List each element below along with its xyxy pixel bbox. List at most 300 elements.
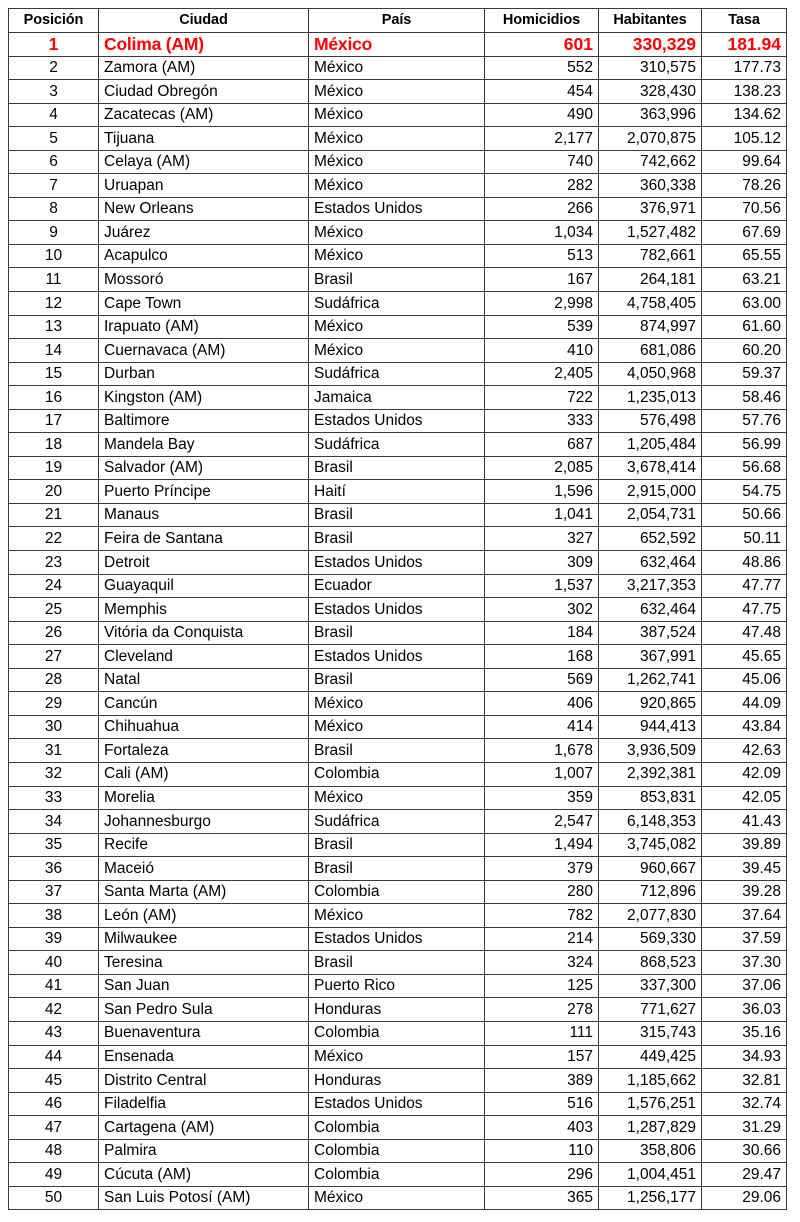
cell-pais: México xyxy=(309,150,485,174)
cell-homicidios: 601 xyxy=(485,33,599,57)
cell-ciudad: Filadelfia xyxy=(99,1092,309,1116)
cell-habitantes: 1,527,482 xyxy=(599,221,702,245)
cell-habitantes: 4,758,405 xyxy=(599,292,702,316)
cell-posicion: 1 xyxy=(9,33,99,57)
cell-habitantes: 2,915,000 xyxy=(599,480,702,504)
cell-homicidios: 324 xyxy=(485,951,599,975)
cell-homicidios: 309 xyxy=(485,551,599,575)
table-row xyxy=(9,480,787,504)
cell-tasa: 39.89 xyxy=(702,833,787,857)
table-row xyxy=(9,668,787,692)
cell-habitantes: 3,936,509 xyxy=(599,739,702,763)
table-row xyxy=(9,409,787,433)
cell-tasa: 105.12 xyxy=(702,127,787,151)
cell-tasa: 48.86 xyxy=(702,551,787,575)
table-row xyxy=(9,927,787,951)
cell-pais: Colombia xyxy=(309,1021,485,1045)
cell-posicion: 29 xyxy=(9,692,99,716)
cell-tasa: 30.66 xyxy=(702,1139,787,1163)
violence-ranking-table xyxy=(8,8,787,1210)
table-row xyxy=(9,315,787,339)
cell-pais: México xyxy=(309,1045,485,1069)
cell-homicidios: 403 xyxy=(485,1116,599,1140)
cell-homicidios: 1,007 xyxy=(485,762,599,786)
table-row xyxy=(9,621,787,645)
cell-tasa: 43.84 xyxy=(702,715,787,739)
cell-homicidios: 2,405 xyxy=(485,362,599,386)
ranking-table-container xyxy=(8,8,786,1210)
cell-pais: México xyxy=(309,1186,485,1210)
cell-ciudad: Ciudad Obregón xyxy=(99,80,309,104)
cell-homicidios: 2,998 xyxy=(485,292,599,316)
cell-pais: México xyxy=(309,786,485,810)
cell-tasa: 63.21 xyxy=(702,268,787,292)
cell-tasa: 32.74 xyxy=(702,1092,787,1116)
cell-habitantes: 4,050,968 xyxy=(599,362,702,386)
cell-posicion: 35 xyxy=(9,833,99,857)
cell-pais: Brasil xyxy=(309,503,485,527)
cell-ciudad: San Luis Potosí (AM) xyxy=(99,1186,309,1210)
table-row xyxy=(9,762,787,786)
cell-pais: Brasil xyxy=(309,456,485,480)
cell-ciudad: Feira de Santana xyxy=(99,527,309,551)
cell-ciudad: Santa Marta (AM) xyxy=(99,880,309,904)
cell-pais: Brasil xyxy=(309,951,485,975)
cell-habitantes: 315,743 xyxy=(599,1021,702,1045)
cell-pais: Brasil xyxy=(309,527,485,551)
cell-homicidios: 1,537 xyxy=(485,574,599,598)
cell-pais: Estados Unidos xyxy=(309,197,485,221)
cell-pais: México xyxy=(309,715,485,739)
cell-pais: México xyxy=(309,80,485,104)
cell-ciudad: Chihuahua xyxy=(99,715,309,739)
cell-ciudad: Fortaleza xyxy=(99,739,309,763)
table-row xyxy=(9,951,787,975)
cell-tasa: 134.62 xyxy=(702,103,787,127)
table-row xyxy=(9,292,787,316)
cell-ciudad: Ensenada xyxy=(99,1045,309,1069)
cell-habitantes: 868,523 xyxy=(599,951,702,975)
table-header-row xyxy=(9,9,787,33)
cell-ciudad: Juárez xyxy=(99,221,309,245)
cell-habitantes: 1,287,829 xyxy=(599,1116,702,1140)
cell-habitantes: 3,745,082 xyxy=(599,833,702,857)
table-row xyxy=(9,339,787,363)
cell-ciudad: Johannesburgo xyxy=(99,810,309,834)
cell-ciudad: Memphis xyxy=(99,598,309,622)
cell-habitantes: 874,997 xyxy=(599,315,702,339)
column-header-ciudad: Ciudad xyxy=(99,9,309,33)
cell-posicion: 14 xyxy=(9,339,99,363)
cell-pais: Colombia xyxy=(309,1116,485,1140)
cell-homicidios: 280 xyxy=(485,880,599,904)
cell-pais: México xyxy=(309,56,485,80)
cell-pais: Colombia xyxy=(309,1163,485,1187)
table-row xyxy=(9,56,787,80)
cell-habitantes: 782,661 xyxy=(599,244,702,268)
cell-posicion: 3 xyxy=(9,80,99,104)
cell-homicidios: 365 xyxy=(485,1186,599,1210)
cell-ciudad: Buenaventura xyxy=(99,1021,309,1045)
cell-ciudad: Distrito Central xyxy=(99,1069,309,1093)
cell-habitantes: 1,576,251 xyxy=(599,1092,702,1116)
cell-homicidios: 333 xyxy=(485,409,599,433)
cell-posicion: 32 xyxy=(9,762,99,786)
table-row xyxy=(9,786,787,810)
cell-posicion: 19 xyxy=(9,456,99,480)
cell-habitantes: 358,806 xyxy=(599,1139,702,1163)
cell-tasa: 65.55 xyxy=(702,244,787,268)
cell-habitantes: 376,971 xyxy=(599,197,702,221)
cell-homicidios: 282 xyxy=(485,174,599,198)
cell-posicion: 13 xyxy=(9,315,99,339)
cell-habitantes: 1,235,013 xyxy=(599,386,702,410)
cell-ciudad: Colima (AM) xyxy=(99,33,309,57)
table-row xyxy=(9,692,787,716)
table-row xyxy=(9,80,787,104)
cell-tasa: 34.93 xyxy=(702,1045,787,1069)
cell-habitantes: 681,086 xyxy=(599,339,702,363)
cell-habitantes: 944,413 xyxy=(599,715,702,739)
cell-habitantes: 1,256,177 xyxy=(599,1186,702,1210)
cell-habitantes: 2,054,731 xyxy=(599,503,702,527)
cell-ciudad: Guayaquil xyxy=(99,574,309,598)
column-header-pais: País xyxy=(309,9,485,33)
table-row xyxy=(9,268,787,292)
cell-habitantes: 387,524 xyxy=(599,621,702,645)
cell-pais: Puerto Rico xyxy=(309,974,485,998)
cell-habitantes: 576,498 xyxy=(599,409,702,433)
cell-homicidios: 157 xyxy=(485,1045,599,1069)
cell-homicidios: 278 xyxy=(485,998,599,1022)
cell-pais: Estados Unidos xyxy=(309,598,485,622)
cell-posicion: 12 xyxy=(9,292,99,316)
cell-posicion: 38 xyxy=(9,904,99,928)
cell-homicidios: 569 xyxy=(485,668,599,692)
cell-homicidios: 111 xyxy=(485,1021,599,1045)
cell-tasa: 37.64 xyxy=(702,904,787,928)
cell-posicion: 48 xyxy=(9,1139,99,1163)
table-row xyxy=(9,127,787,151)
cell-pais: Estados Unidos xyxy=(309,645,485,669)
cell-ciudad: Salvador (AM) xyxy=(99,456,309,480)
cell-posicion: 46 xyxy=(9,1092,99,1116)
cell-homicidios: 782 xyxy=(485,904,599,928)
cell-habitantes: 771,627 xyxy=(599,998,702,1022)
table-row xyxy=(9,197,787,221)
cell-ciudad: Mandela Bay xyxy=(99,433,309,457)
table-row xyxy=(9,386,787,410)
cell-habitantes: 2,392,381 xyxy=(599,762,702,786)
cell-posicion: 47 xyxy=(9,1116,99,1140)
table-row xyxy=(9,1092,787,1116)
table-row xyxy=(9,362,787,386)
cell-ciudad: Cartagena (AM) xyxy=(99,1116,309,1140)
cell-homicidios: 1,041 xyxy=(485,503,599,527)
cell-homicidios: 516 xyxy=(485,1092,599,1116)
cell-tasa: 56.99 xyxy=(702,433,787,457)
cell-tasa: 54.75 xyxy=(702,480,787,504)
cell-tasa: 47.77 xyxy=(702,574,787,598)
table-row xyxy=(9,1139,787,1163)
cell-tasa: 44.09 xyxy=(702,692,787,716)
cell-habitantes: 1,262,741 xyxy=(599,668,702,692)
cell-ciudad: Cuernavaca (AM) xyxy=(99,339,309,363)
cell-habitantes: 6,148,353 xyxy=(599,810,702,834)
table-row xyxy=(9,221,787,245)
cell-pais: Sudáfrica xyxy=(309,362,485,386)
table-row xyxy=(9,574,787,598)
table-row xyxy=(9,1116,787,1140)
cell-ciudad: Zacatecas (AM) xyxy=(99,103,309,127)
cell-ciudad: San Pedro Sula xyxy=(99,998,309,1022)
cell-habitantes: 1,004,451 xyxy=(599,1163,702,1187)
cell-posicion: 25 xyxy=(9,598,99,622)
cell-pais: Estados Unidos xyxy=(309,551,485,575)
cell-ciudad: Cancún xyxy=(99,692,309,716)
table-row xyxy=(9,904,787,928)
table-row xyxy=(9,645,787,669)
cell-ciudad: New Orleans xyxy=(99,197,309,221)
cell-tasa: 99.64 xyxy=(702,150,787,174)
cell-pais: Estados Unidos xyxy=(309,1092,485,1116)
cell-habitantes: 363,996 xyxy=(599,103,702,127)
cell-pais: Jamaica xyxy=(309,386,485,410)
cell-habitantes: 360,338 xyxy=(599,174,702,198)
table-row xyxy=(9,1045,787,1069)
cell-tasa: 67.69 xyxy=(702,221,787,245)
cell-posicion: 6 xyxy=(9,150,99,174)
cell-homicidios: 302 xyxy=(485,598,599,622)
cell-tasa: 50.11 xyxy=(702,527,787,551)
cell-habitantes: 853,831 xyxy=(599,786,702,810)
cell-habitantes: 1,185,662 xyxy=(599,1069,702,1093)
cell-homicidios: 167 xyxy=(485,268,599,292)
cell-posicion: 16 xyxy=(9,386,99,410)
cell-posicion: 31 xyxy=(9,739,99,763)
cell-ciudad: Acapulco xyxy=(99,244,309,268)
cell-posicion: 22 xyxy=(9,527,99,551)
cell-homicidios: 2,085 xyxy=(485,456,599,480)
cell-habitantes: 449,425 xyxy=(599,1045,702,1069)
cell-homicidios: 414 xyxy=(485,715,599,739)
table-row xyxy=(9,1021,787,1045)
cell-posicion: 15 xyxy=(9,362,99,386)
cell-pais: Brasil xyxy=(309,621,485,645)
cell-posicion: 44 xyxy=(9,1045,99,1069)
cell-ciudad: Milwaukee xyxy=(99,927,309,951)
cell-pais: Brasil xyxy=(309,268,485,292)
cell-tasa: 39.45 xyxy=(702,857,787,881)
cell-homicidios: 1,494 xyxy=(485,833,599,857)
cell-homicidios: 513 xyxy=(485,244,599,268)
cell-posicion: 42 xyxy=(9,998,99,1022)
cell-homicidios: 740 xyxy=(485,150,599,174)
cell-pais: México xyxy=(309,692,485,716)
table-row xyxy=(9,456,787,480)
cell-posicion: 50 xyxy=(9,1186,99,1210)
cell-tasa: 56.68 xyxy=(702,456,787,480)
cell-tasa: 57.76 xyxy=(702,409,787,433)
table-row xyxy=(9,33,787,57)
cell-tasa: 42.09 xyxy=(702,762,787,786)
cell-posicion: 49 xyxy=(9,1163,99,1187)
cell-tasa: 42.05 xyxy=(702,786,787,810)
cell-pais: Brasil xyxy=(309,668,485,692)
cell-habitantes: 1,205,484 xyxy=(599,433,702,457)
cell-posicion: 17 xyxy=(9,409,99,433)
cell-ciudad: Durban xyxy=(99,362,309,386)
cell-posicion: 30 xyxy=(9,715,99,739)
cell-homicidios: 296 xyxy=(485,1163,599,1187)
cell-pais: Haití xyxy=(309,480,485,504)
cell-habitantes: 960,667 xyxy=(599,857,702,881)
cell-tasa: 177.73 xyxy=(702,56,787,80)
cell-posicion: 26 xyxy=(9,621,99,645)
table-row xyxy=(9,551,787,575)
cell-tasa: 63.00 xyxy=(702,292,787,316)
cell-habitantes: 310,575 xyxy=(599,56,702,80)
cell-pais: Colombia xyxy=(309,880,485,904)
cell-ciudad: Mossoró xyxy=(99,268,309,292)
cell-posicion: 9 xyxy=(9,221,99,245)
cell-posicion: 7 xyxy=(9,174,99,198)
table-row xyxy=(9,857,787,881)
table-body xyxy=(9,33,787,1210)
cell-posicion: 8 xyxy=(9,197,99,221)
cell-habitantes: 632,464 xyxy=(599,598,702,622)
cell-pais: Brasil xyxy=(309,739,485,763)
table-row xyxy=(9,103,787,127)
cell-pais: México xyxy=(309,244,485,268)
table-row xyxy=(9,715,787,739)
cell-posicion: 34 xyxy=(9,810,99,834)
cell-tasa: 29.06 xyxy=(702,1186,787,1210)
cell-posicion: 2 xyxy=(9,56,99,80)
table-row xyxy=(9,1186,787,1210)
cell-tasa: 58.46 xyxy=(702,386,787,410)
cell-habitantes: 3,678,414 xyxy=(599,456,702,480)
cell-pais: México xyxy=(309,174,485,198)
cell-homicidios: 539 xyxy=(485,315,599,339)
cell-pais: México xyxy=(309,904,485,928)
cell-ciudad: Tijuana xyxy=(99,127,309,151)
cell-ciudad: Natal xyxy=(99,668,309,692)
cell-tasa: 41.43 xyxy=(702,810,787,834)
cell-posicion: 45 xyxy=(9,1069,99,1093)
table-row xyxy=(9,1069,787,1093)
cell-tasa: 37.30 xyxy=(702,951,787,975)
cell-homicidios: 125 xyxy=(485,974,599,998)
cell-ciudad: Cleveland xyxy=(99,645,309,669)
cell-posicion: 40 xyxy=(9,951,99,975)
table-row xyxy=(9,244,787,268)
cell-pais: Colombia xyxy=(309,1139,485,1163)
table-row xyxy=(9,1163,787,1187)
cell-homicidios: 184 xyxy=(485,621,599,645)
cell-homicidios: 168 xyxy=(485,645,599,669)
table-row xyxy=(9,174,787,198)
cell-posicion: 10 xyxy=(9,244,99,268)
cell-tasa: 42.63 xyxy=(702,739,787,763)
cell-tasa: 29.47 xyxy=(702,1163,787,1187)
cell-pais: México xyxy=(309,339,485,363)
cell-posicion: 43 xyxy=(9,1021,99,1045)
table-row xyxy=(9,833,787,857)
cell-tasa: 45.65 xyxy=(702,645,787,669)
column-header-posicion: Posición xyxy=(9,9,99,33)
cell-habitantes: 3,217,353 xyxy=(599,574,702,598)
cell-posicion: 24 xyxy=(9,574,99,598)
cell-ciudad: Zamora (AM) xyxy=(99,56,309,80)
cell-posicion: 23 xyxy=(9,551,99,575)
cell-homicidios: 552 xyxy=(485,56,599,80)
table-row xyxy=(9,150,787,174)
cell-habitantes: 632,464 xyxy=(599,551,702,575)
cell-pais: México xyxy=(309,127,485,151)
cell-posicion: 20 xyxy=(9,480,99,504)
cell-tasa: 78.26 xyxy=(702,174,787,198)
cell-tasa: 181.94 xyxy=(702,33,787,57)
cell-pais: Brasil xyxy=(309,857,485,881)
cell-homicidios: 379 xyxy=(485,857,599,881)
cell-posicion: 21 xyxy=(9,503,99,527)
cell-habitantes: 337,300 xyxy=(599,974,702,998)
cell-homicidios: 406 xyxy=(485,692,599,716)
cell-homicidios: 1,596 xyxy=(485,480,599,504)
cell-ciudad: Palmira xyxy=(99,1139,309,1163)
table-row xyxy=(9,998,787,1022)
cell-ciudad: Cúcuta (AM) xyxy=(99,1163,309,1187)
cell-tasa: 35.16 xyxy=(702,1021,787,1045)
cell-homicidios: 266 xyxy=(485,197,599,221)
cell-tasa: 47.75 xyxy=(702,598,787,622)
cell-tasa: 47.48 xyxy=(702,621,787,645)
cell-tasa: 31.29 xyxy=(702,1116,787,1140)
cell-homicidios: 2,547 xyxy=(485,810,599,834)
cell-tasa: 36.03 xyxy=(702,998,787,1022)
cell-tasa: 37.06 xyxy=(702,974,787,998)
column-header-tasa: Tasa xyxy=(702,9,787,33)
cell-homicidios: 110 xyxy=(485,1139,599,1163)
cell-pais: Estados Unidos xyxy=(309,409,485,433)
cell-homicidios: 1,034 xyxy=(485,221,599,245)
cell-ciudad: Recife xyxy=(99,833,309,857)
cell-habitantes: 264,181 xyxy=(599,268,702,292)
cell-pais: México xyxy=(309,315,485,339)
cell-tasa: 70.56 xyxy=(702,197,787,221)
table-row xyxy=(9,527,787,551)
cell-ciudad: Detroit xyxy=(99,551,309,575)
cell-homicidios: 687 xyxy=(485,433,599,457)
cell-habitantes: 652,592 xyxy=(599,527,702,551)
cell-posicion: 5 xyxy=(9,127,99,151)
cell-habitantes: 569,330 xyxy=(599,927,702,951)
cell-pais: Brasil xyxy=(309,833,485,857)
cell-posicion: 11 xyxy=(9,268,99,292)
cell-posicion: 4 xyxy=(9,103,99,127)
cell-pais: Honduras xyxy=(309,1069,485,1093)
cell-ciudad: Cape Town xyxy=(99,292,309,316)
table-header xyxy=(9,9,787,33)
column-header-habitantes: Habitantes xyxy=(599,9,702,33)
cell-pais: México xyxy=(309,221,485,245)
table-row xyxy=(9,810,787,834)
cell-posicion: 37 xyxy=(9,880,99,904)
cell-ciudad: Vitória da Conquista xyxy=(99,621,309,645)
cell-ciudad: San Juan xyxy=(99,974,309,998)
cell-tasa: 45.06 xyxy=(702,668,787,692)
